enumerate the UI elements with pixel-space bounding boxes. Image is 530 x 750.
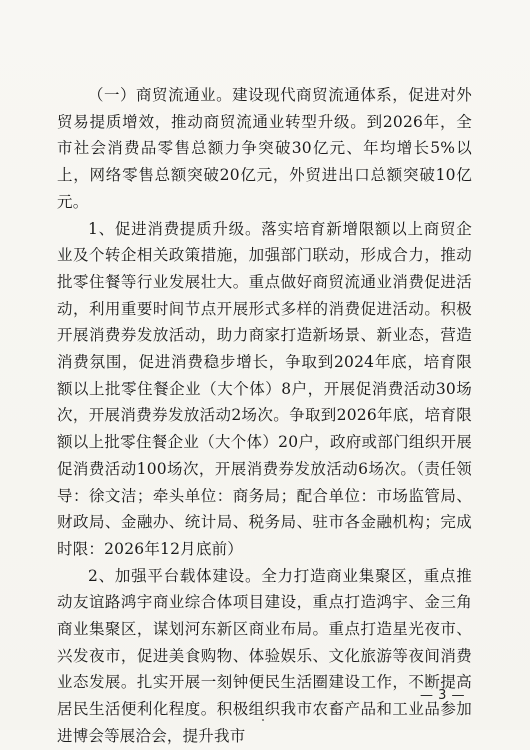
document-body <box>57 82 472 750</box>
paragraph-commerce-intro: （一）商贸流通业。建设现代商贸流通体系，促进对外贸易提质增效，推动商贸流通业转型升级。到2026年，全市社会消费品零售总额力争突破30亿元、年均增长5%以上，网络零售总额突破20亿元，外贸进出口总额突破10亿元。 <box>57 86 472 211</box>
paragraph-platform-construction: 2、加强平台载体建设。全力打造商业集聚区，重点推动友谊路鸿宇商业综合体项目建设，重点打造鸿宇、金三角商业集聚区，谋划河东新区商业布局。重点打造星光夜市、兴发夜市，促进美食购物、体验娱乐、文化旅游等夜间消费业态发展。扎实开展一刻钟便民生活圈建设工作，不断提高居民生活便利化程度。积极组织我市农畜产品和工业品参加进博会等展洽会，提升我市 <box>57 566 472 745</box>
paragraph-consumption-upgrade: 1、促进消费提质升级。落实培育新增限额以上商贸企业及个转企相关政策措施，加强部门联动，形成合力，推动批零住餐等行业发展壮大。重点做好商贸流通业消费促进活动，利用重要时间节点开展形式多样的消费促进活动。积极开展消费券发放活动，助力商家打造新场景、新业态，营造消费氛围，促进消费稳步增长，争取到2024年底，培育限额以上批零住餐企业（大个体）8户，开展促消费活动30场次，开展消费券发放活动2场次。争取到2026年底，培育限额以上批零住餐企业（大个体）20户，政府或部门组织开展促消费活动100场次，开展消费券发放活动6场次。（责任领导：徐文洁；牵头单位：商务局；配合单位：市场监管局、财政局、金融办、统计局、税务局、驻市各金融机构；完成时限：2026年12月底前） <box>57 219 472 558</box>
scan-dot <box>262 719 264 721</box>
page-number: — 3 — <box>420 688 466 703</box>
